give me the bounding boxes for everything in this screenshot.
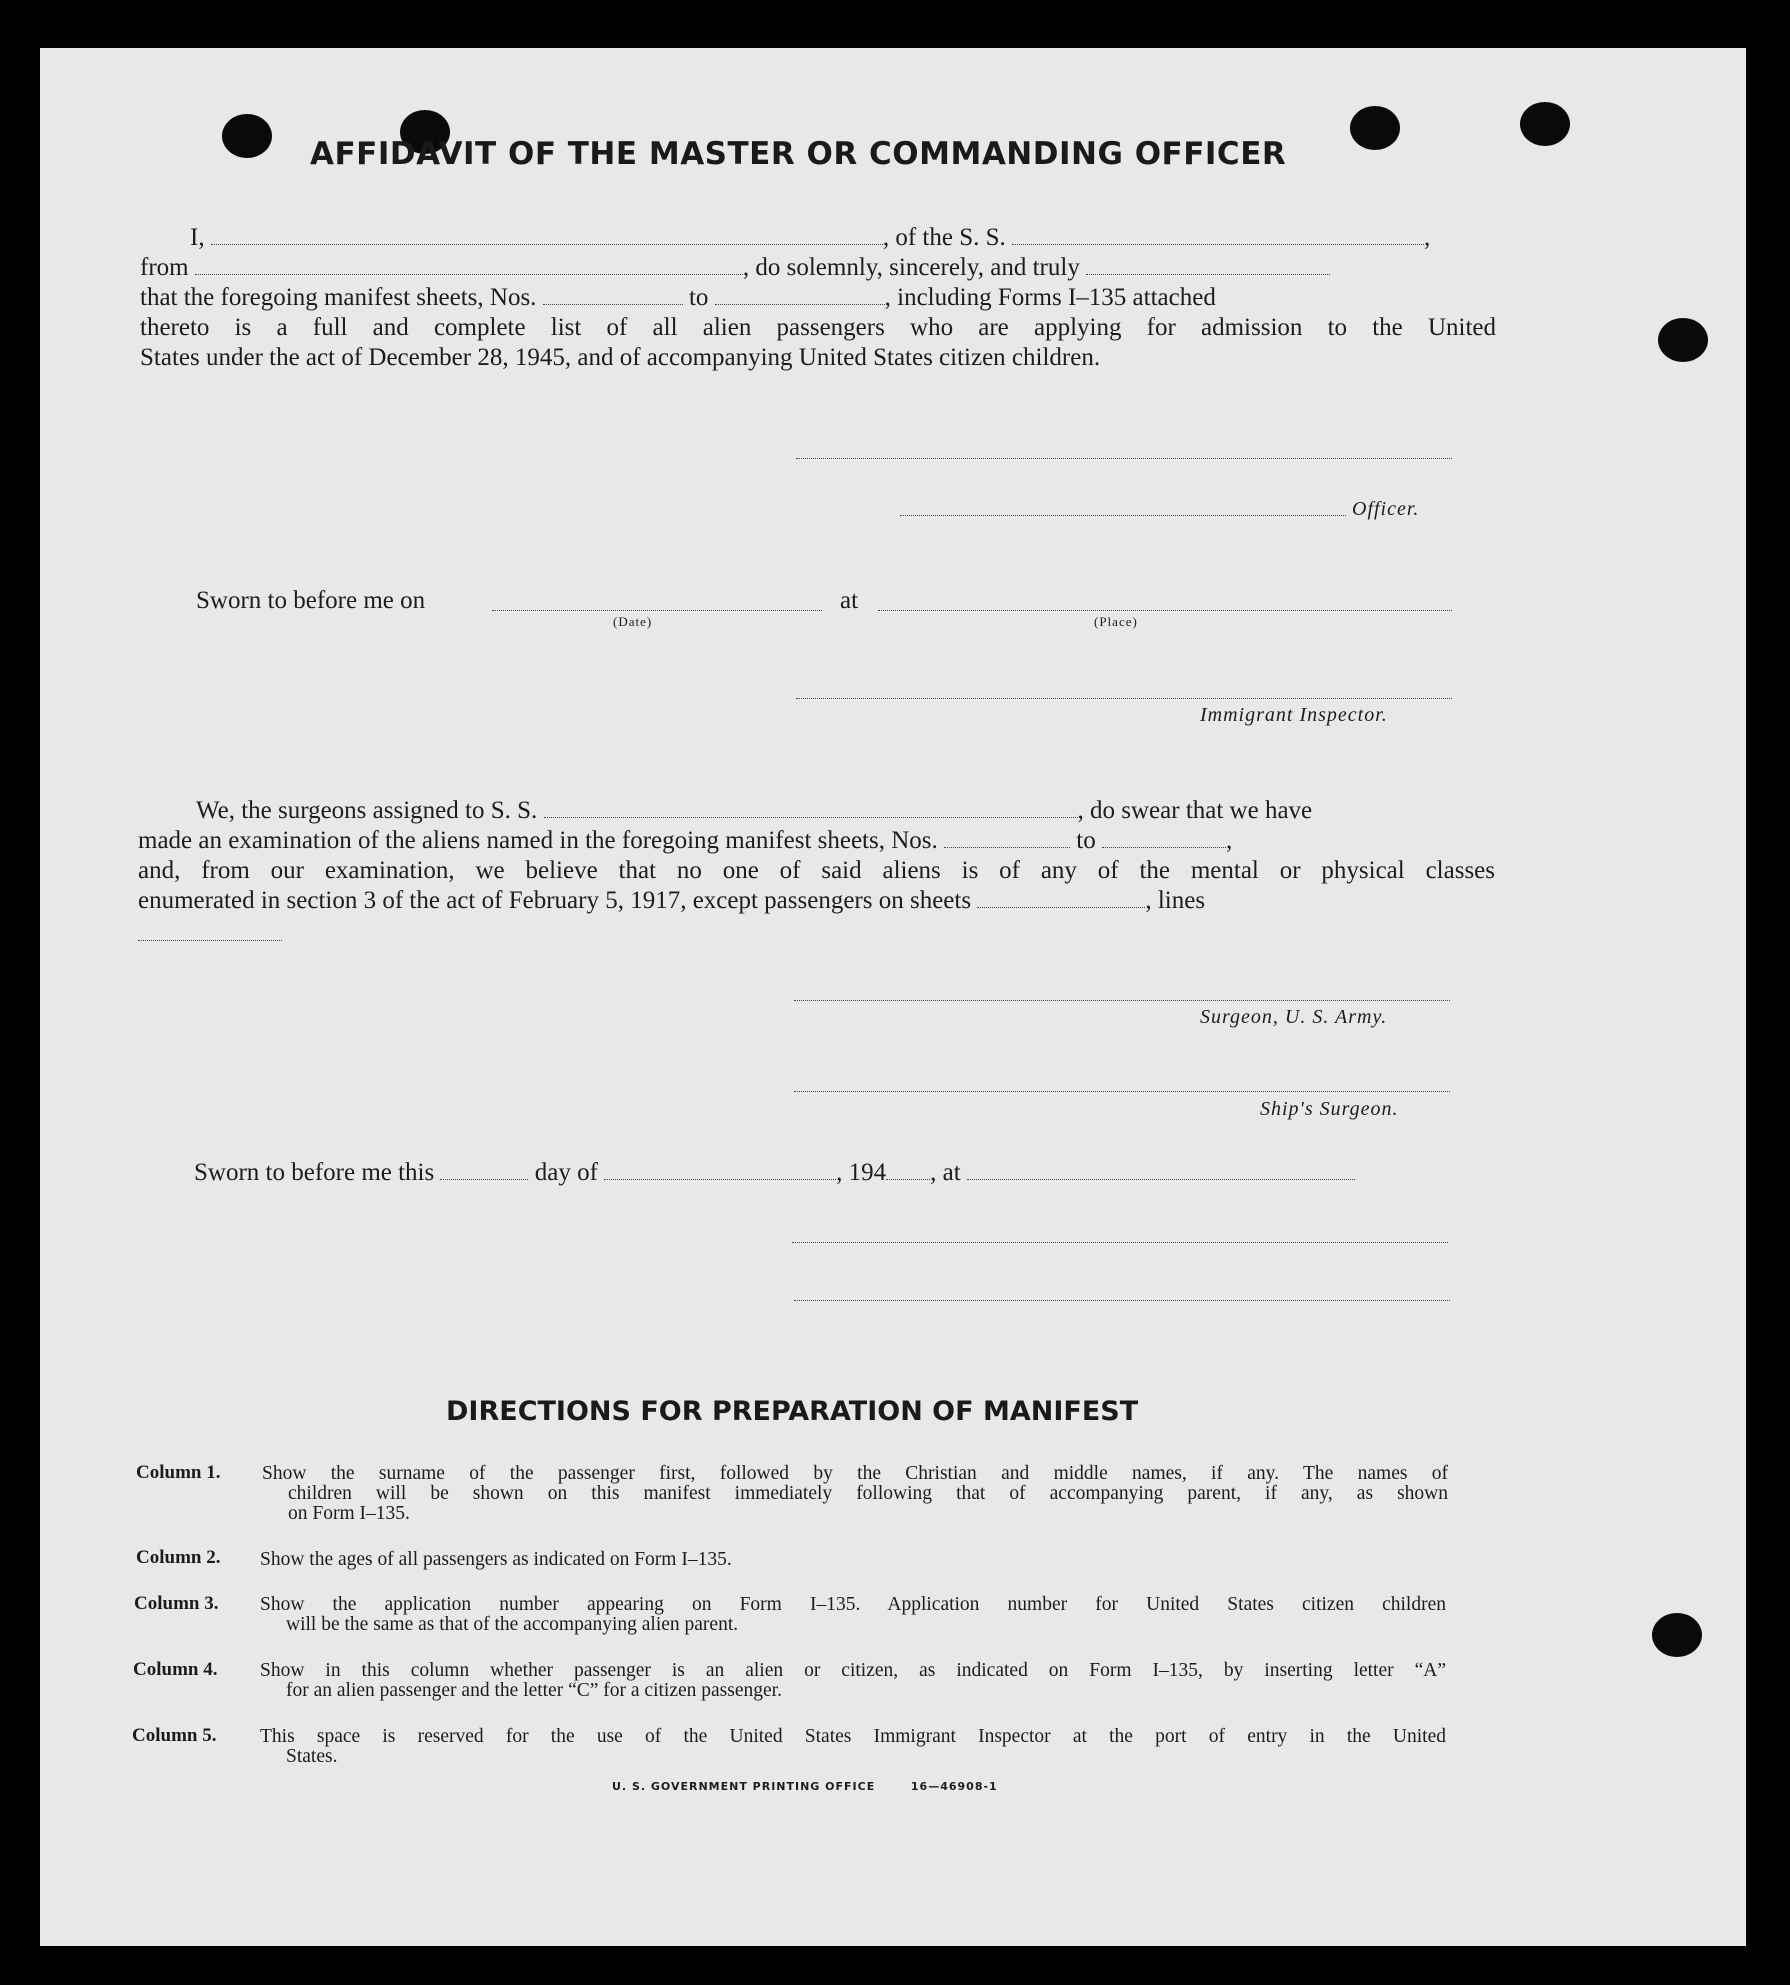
army-surgeon-label: Surgeon, U. S. Army. [1200,1006,1388,1028]
column-2-text: Show the ages of all passengers as indicated on Form I–135. [260,1549,732,1570]
column-1-label: Column 1. [136,1462,221,1483]
column-4-label: Column 4. [133,1659,218,1680]
column-4-text: Show in this column whether passenger is an alien or citizen, as indicated on Form I–135, by inserting letter “A” for an alien passenger and the letter “C” for a citizen passenger. [260,1660,1446,1701]
affidavit-line-3: that the foregoing manifest sheets, Nos. to , including Forms I–135 attached [140,284,1216,311]
sworn-place-field[interactable] [878,610,1452,611]
sworn-month-field[interactable] [604,1159,836,1180]
column-5-text: This space is reserved for the use of the United States Immigrant Inspector at the port of entry in the United States. [260,1726,1446,1767]
sworn-date-field[interactable] [492,610,822,611]
affidavit-line-4: thereto is a full and complete list of all alien passengers who are applying for admission to the United [140,314,1496,341]
surgeon-sheet-to-field[interactable] [1102,827,1226,848]
inspector-label: Immigrant Inspector. [1200,704,1388,726]
punch-hole [1652,1613,1702,1657]
surgeons-line-3: and, from our examination, we believe that no one of said aliens is of any of the mental or physical classes [138,857,1495,884]
sheet-from-field[interactable] [543,284,683,305]
sworn2-place-field[interactable] [967,1159,1355,1180]
punch-hole [1658,318,1708,362]
officer-label: Officer. [1352,498,1420,520]
column-1-text: Show the surname of the passenger first, followed by the Christian and middle names, if any. The names of children will be shown on this manifest immediately following that of accompanying parent, if any, as shown on Form I–135. [262,1463,1448,1524]
sworn-text: Sworn to before me on [196,587,426,614]
affidavit-title: AFFIDAVIT OF THE MASTER OR COMMANDING OFFICER [310,136,1287,172]
column-2-label: Column 2. [136,1547,221,1568]
punch-hole [1520,102,1570,146]
officer-signature-line[interactable] [796,458,1452,459]
officer-title-line[interactable] [900,515,1346,516]
from-port-field[interactable] [195,254,743,275]
column-3-label: Column 3. [134,1593,219,1614]
surgeons-line-1: We, the surgeons assigned to S. S. , do swear that we have [196,797,1313,824]
except-lines-field[interactable] [138,940,282,941]
affidavit-line-1: I, , of the S. S. , [190,224,1431,251]
place-label: (Place) [1094,614,1138,629]
directions-title: DIRECTIONS FOR PREPARATION OF MANIFEST [446,1396,1139,1427]
ship-surgeon-label: Ship's Surgeon. [1260,1098,1399,1120]
sworn2-signature-line-1[interactable] [792,1242,1448,1243]
punch-hole [1350,106,1400,150]
sheet-to-field[interactable] [715,284,885,305]
sworn-day-line: Sworn to before me this day of , 194 , at [194,1158,1355,1188]
surgeons-line-2: made an examination of the aliens named in the foregoing manifest sheets, Nos. to , [138,827,1233,854]
surgeon-sheet-from-field[interactable] [944,827,1070,848]
sworn-year-field[interactable] [886,1159,930,1180]
surgeons-line-4: enumerated in section 3 of the act of February 5, 1917, except passengers on sheets , lines [138,887,1206,914]
printer-imprint: U. S. GOVERNMENT PRINTING OFFICE 16—46908-1 [612,1780,998,1793]
form-code: 16—46908-1 [910,1780,998,1793]
inspector-signature-line[interactable] [796,698,1452,699]
sworn2-signature-line-2[interactable] [794,1300,1450,1301]
column-3-text: Show the application number appearing on Form I–135. Application number for United States citizen children will be the same as that of the accompanying alien parent. [260,1594,1446,1635]
ship-name-field[interactable] [1012,224,1424,245]
affidavit-line-2: from , do solemnly, sincerely, and truly [140,253,1330,283]
column-5-label: Column 5. [132,1725,217,1746]
ship-surgeon-signature-line[interactable] [794,1091,1450,1092]
affidavit-line-5: States under the act of December 28, 1945, and of accompanying United States citizen children. [140,344,1101,371]
form-page [40,48,1746,1946]
except-sheets-field[interactable] [977,887,1145,908]
date-label: (Date) [613,614,653,629]
sworn-at: at [840,587,859,614]
oath-field[interactable] [1086,254,1330,275]
surgeon-ship-field[interactable] [544,797,1078,818]
sworn-day-field[interactable] [440,1159,528,1180]
army-surgeon-signature-line[interactable] [794,1000,1450,1001]
punch-hole [222,114,272,158]
master-name-field[interactable] [211,224,883,245]
